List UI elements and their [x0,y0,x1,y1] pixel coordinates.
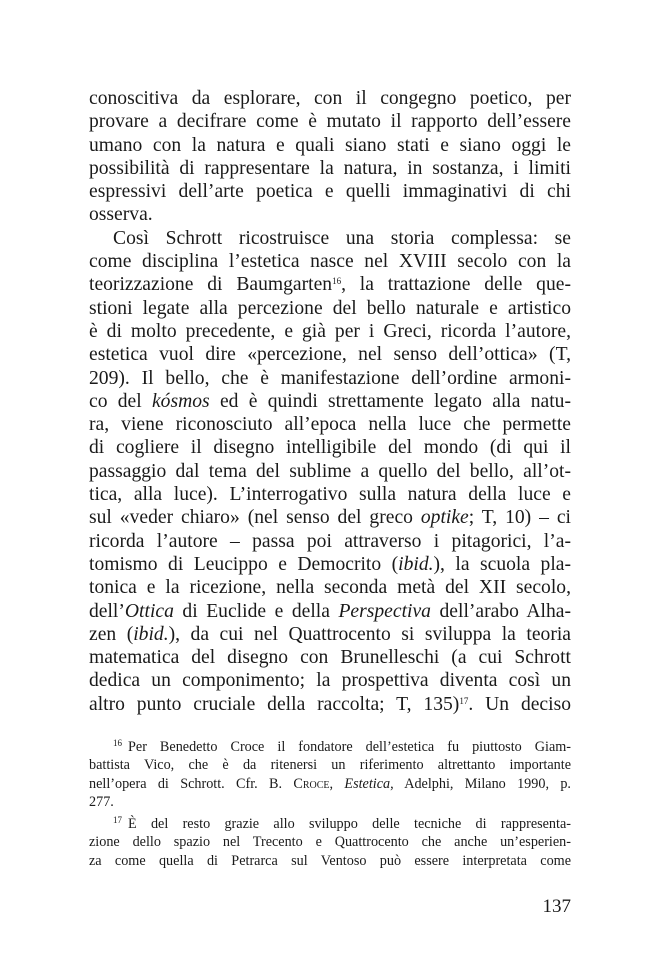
text-run: dell’ [89,600,125,622]
text-line: tica, alla luce). L’interrogativo sulla natura della luce e [89,484,571,506]
footnote-number: 16 [113,738,122,748]
text-line: espressivi dell’arte poetica e quelli immaginativi di chi [89,181,571,203]
text-line: come disciplina l’estetica nasce nel XVIII secolo con la [89,251,571,273]
italic-term: Ottica [124,600,174,622]
text-run: . Un deciso [468,693,571,715]
footnote-number: 17 [113,815,122,826]
text-line [89,600,571,623]
italic-term: kósmos [151,390,210,412]
text-line [89,506,571,529]
text-run: tomismo di Leucippo e Democrito ( [89,553,399,575]
footnotes [89,738,571,870]
footnote-ref-16: 16 [332,276,342,287]
book-title: Estetica [344,775,391,792]
text-line: osserva. [89,204,153,226]
text-line: è di molto precedente, e già per i Greci, ricorda l’autore, [89,320,571,342]
text-line: matematica del disegno con Brunelleschi (a cui Schrott [89,647,571,669]
text-run: ), la scuola pla- [433,553,571,575]
text-run: , Adelphi, Milano 1990, p. [390,775,571,792]
text-run: dell’arabo Alha- [430,600,571,622]
text-run: sul «veder chiaro» (nel senso del greco [89,507,421,529]
footnote-line [89,738,571,756]
text-line: tonica e la ricezione, nella seconda metà del XII secolo, [89,577,571,599]
text-run: ), da cui nel Quattrocento si sviluppa la teoria [168,623,571,645]
main-text [89,87,571,716]
text-run: ; T, 10) – ci [468,507,571,529]
text-line [89,693,571,716]
text-line [89,273,571,296]
text-line: stioni legate alla percezione del bello naturale e artistico [89,297,571,319]
text-run: ed è quindi strettamente legato alla natu- [209,390,572,412]
text-line: possibilità di rappresentare la natura, in sostanza, i limiti [89,157,571,179]
footnote-line: battista Vico, che è da ritenersi un riferimento altrettanto importante [89,757,571,774]
author-name: Croce [293,775,330,792]
italic-term: Perspectiva [338,600,431,622]
footnote-text: Per Benedetto Croce il fondatore dell’estetica fu piuttosto Giam- [128,739,571,755]
text-line: passaggio dal tema del sublime a quello del bello, all’ot- [89,460,571,482]
text-run: , [329,775,345,792]
text-line: estetica vuol dire «percezione, nel senso dell’ottica» (T, [89,344,571,366]
text-line [89,623,571,646]
text-line [89,553,571,576]
text-line: ricorda l’autore – passa poi attraverso i pitagorici, l’a- [89,530,571,552]
text-run: zen ( [89,623,134,645]
text-run: , la trattazione delle que- [341,274,571,296]
text-line: umano con la natura e quali siano stati e siano oggi le [89,134,571,156]
text-run: teorizzazione di Baumgarten [89,274,333,296]
text-run: altro punto cruciale della raccolta; T, 135) [89,693,460,715]
text-line: Così Schrott ricostruisce una storia complessa: se [113,227,571,249]
text-run: co del [89,390,152,412]
footnote-line: 277. [89,793,114,810]
page-number: 137 [542,896,571,917]
text-line: 209). Il bello, che è manifestazione dell’ordine armoni- [89,367,571,389]
footnote-line [89,775,571,793]
footnote-line [89,815,571,833]
italic-term: ibid. [133,623,169,645]
text-run: di Euclide e della [173,600,339,622]
text-line: provare a decifrare come è mutato il rapporto dell’essere [89,111,571,133]
italic-term: optike [420,507,469,529]
footnote-17 [89,815,571,870]
text-line: dedica un componimento; la prospettiva diventa così un [89,670,571,692]
text-line [89,390,571,413]
italic-term: ibid. [398,553,434,575]
footnote-line: za come quella di Petrarca sul Ventoso può essere interpretata come [89,852,571,869]
text-line: conoscitiva da esplorare, con il congegno poetico, per [89,88,571,109]
text-run: nell’opera di Schrott. Cfr. B. [89,775,294,792]
text-line: di cogliere il disegno intelligibile del mondo (di qui il [89,437,571,459]
footnote-text: È del resto grazie allo sviluppo delle tecniche di rappresenta- [128,816,571,833]
text-line: ra, viene riconosciuto all’epoca nella luce che permette [89,414,571,436]
footnote-ref-17: 17 [459,695,469,706]
footnote-line: zione dello spazio nel Trecento e Quattrocento che anche un’esperien- [89,834,571,851]
footnote-16 [89,738,571,811]
